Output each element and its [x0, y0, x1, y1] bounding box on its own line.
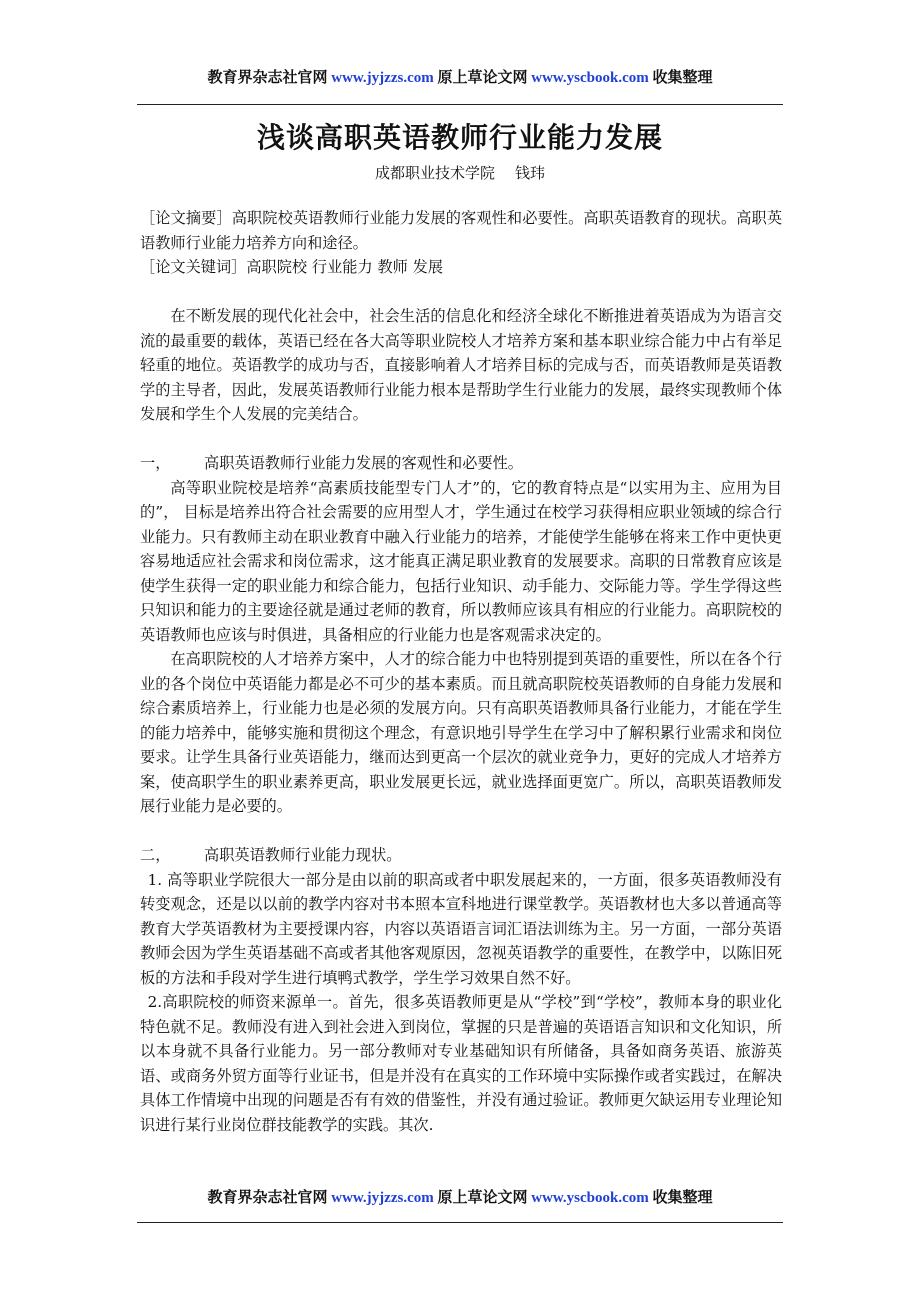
section-2-title: 高职英语教师行业能力现状。 — [204, 846, 402, 864]
section-2-heading — [140, 843, 782, 868]
intro-paragraph: 在不断发展的现代化社会中，社会生活的信息化和经济全球化不断推进着英语成为为语言交流的最重要的载体，英语已经在各大高等职业院校人才培养方案和基本职业综合能力中占有举足轻重的地位。英语教学的成功与否，直接影响着人才培养目标的完成与否，而英语教师是英语教学的主导者，因此，发展英语教师行业能力根本是帮助学生行业能力的发展，最终实现教师个体发展和学生个人发展的完美结合。 — [140, 307, 782, 423]
header-link-yscbook[interactable]: www.yscbook.com — [531, 70, 649, 86]
author-name: 钱玮 — [515, 164, 546, 182]
footer-suffix: 收集整理 — [652, 1190, 713, 1206]
section-1-paragraph: 在高职院校的人才培养方案中，人才的综合能力中也特别提到英语的重要性，所以在各个行业的各个岗位中英语能力都是必不可少的基本素质。而且就高职院校英语教师的自身能力发展和综合素质培养上，行业能力也是必须的发展方向。只有高职英语教师具备行业能力，才能在学生的能力培养中，能够实施和贯彻这个理念，有意识地引导学生在学习中了解积累行业需求和岗位要求。让学生具备行业英语能力，继而达到更高一个层次的就业竞争力，更好的完成人才培养方案，使高职学生的职业素养更高，职业发展更长远，就业选择面更宽广。所以，高职英语教师发展行业能力是必要的。 — [140, 650, 782, 815]
author-line — [0, 162, 920, 183]
abstract: ［论文摘要］高职院校英语教师行业能力发展的客观性和必要性。高职英语教育的现状。高职英语教师行业能力培养方向和途径。 — [140, 209, 782, 252]
article-body — [140, 206, 782, 1137]
header-suffix: 收集整理 — [652, 70, 713, 86]
section-2-paragraph: 1. 高等职业学院很大一部分是由以前的职高或者中职发展起来的，一方面，很多英语教师没有转变观念，还是以以前的教学内容对书本照本宣科地进行课堂教学。英语教材也大多以普通高等教育大学英语教材为主要授课内容，内容以英语语言词汇语法训练为主。另一方面，一部分英语教师会因为学生英语基础不高或者其他客观原因，忽视英语教学的重要性，在教学中，以陈旧死板的方法和手段对学生进行填鸭式教学，学生学习效果自然不好。 — [140, 870, 782, 987]
header-link-jyjzzs[interactable]: www.jyjzzs.com — [331, 70, 434, 86]
footer-link-yscbook[interactable]: www.yscbook.com — [531, 1190, 649, 1206]
section-1-title: 高职英语教师行业能力发展的客观性和必要性。 — [204, 454, 523, 472]
header-prefix: 教育界杂志社官网 — [207, 70, 328, 86]
header-middle: 原上草论文网 — [437, 70, 528, 86]
page-header — [0, 66, 920, 87]
footer-divider — [137, 1222, 783, 1223]
header-divider — [137, 104, 783, 105]
article-title: 浅谈高职英语教师行业能力发展 — [256, 121, 663, 154]
section-1-heading — [140, 451, 782, 476]
section-1-number: 一， — [140, 454, 171, 472]
page-footer — [0, 1186, 920, 1207]
footer-link-jyjzzs[interactable]: www.jyjzzs.com — [331, 1190, 434, 1206]
section-1-paragraph: 高等职业院校是培养“高素质技能型专门人才”的，它的教育特点是“以实用为主、应用为目的”， 目标是培养出符合社会需要的应用型人才，学生通过在校学习获得相应职业领域的综合行业能力。只有教师主动在职业教育中融入行业能力的培养，才能使学生能够在将来工作中更快更容易地适应社会需求和岗位需求，这才能真正满足职业教育的发展要求。高职的日常教育应该是使学生获得一定的职业能力和综合能力，包括行业知识、动手能力、交际能力等。学生学得这些只知识和能力的主要途径就是通过老师的教育，所以教师应该具有相应的行业能力。高职院校的英语教师也应该与时俱进，具备相应的行业能力也是客观需求决定的。 — [140, 478, 782, 644]
author-affiliation: 成都职业技术学院 — [374, 164, 495, 182]
footer-middle: 原上草论文网 — [437, 1190, 528, 1206]
section-2-number: 二， — [140, 846, 171, 864]
keywords: ［论文关键词］高职院校 行业能力 教师 发展 — [140, 258, 444, 276]
footer-prefix: 教育界杂志社官网 — [207, 1190, 328, 1206]
section-2-paragraph: 2.高职院校的师资来源单一。首先，很多英语教师更是从“学校”到“学校”，教师本身的职业化特色就不足。教师没有进入到社会进入到岗位，掌握的只是普遍的英语语言知识和文化知识，所以本身就不具备行业能力。另一部分教师对专业基础知识有所储备，具备如商务英语、旅游英语、或商务外贸方面等行业证书，但是并没有在真实的工作环境中实际操作或者实践过，在解决具体工作情境中出现的问题是否有有效的借鉴性，并没有通过验证。教师更欠缺运用专业理论知识进行某行业岗位群技能教学的实践。其次. — [140, 993, 782, 1134]
